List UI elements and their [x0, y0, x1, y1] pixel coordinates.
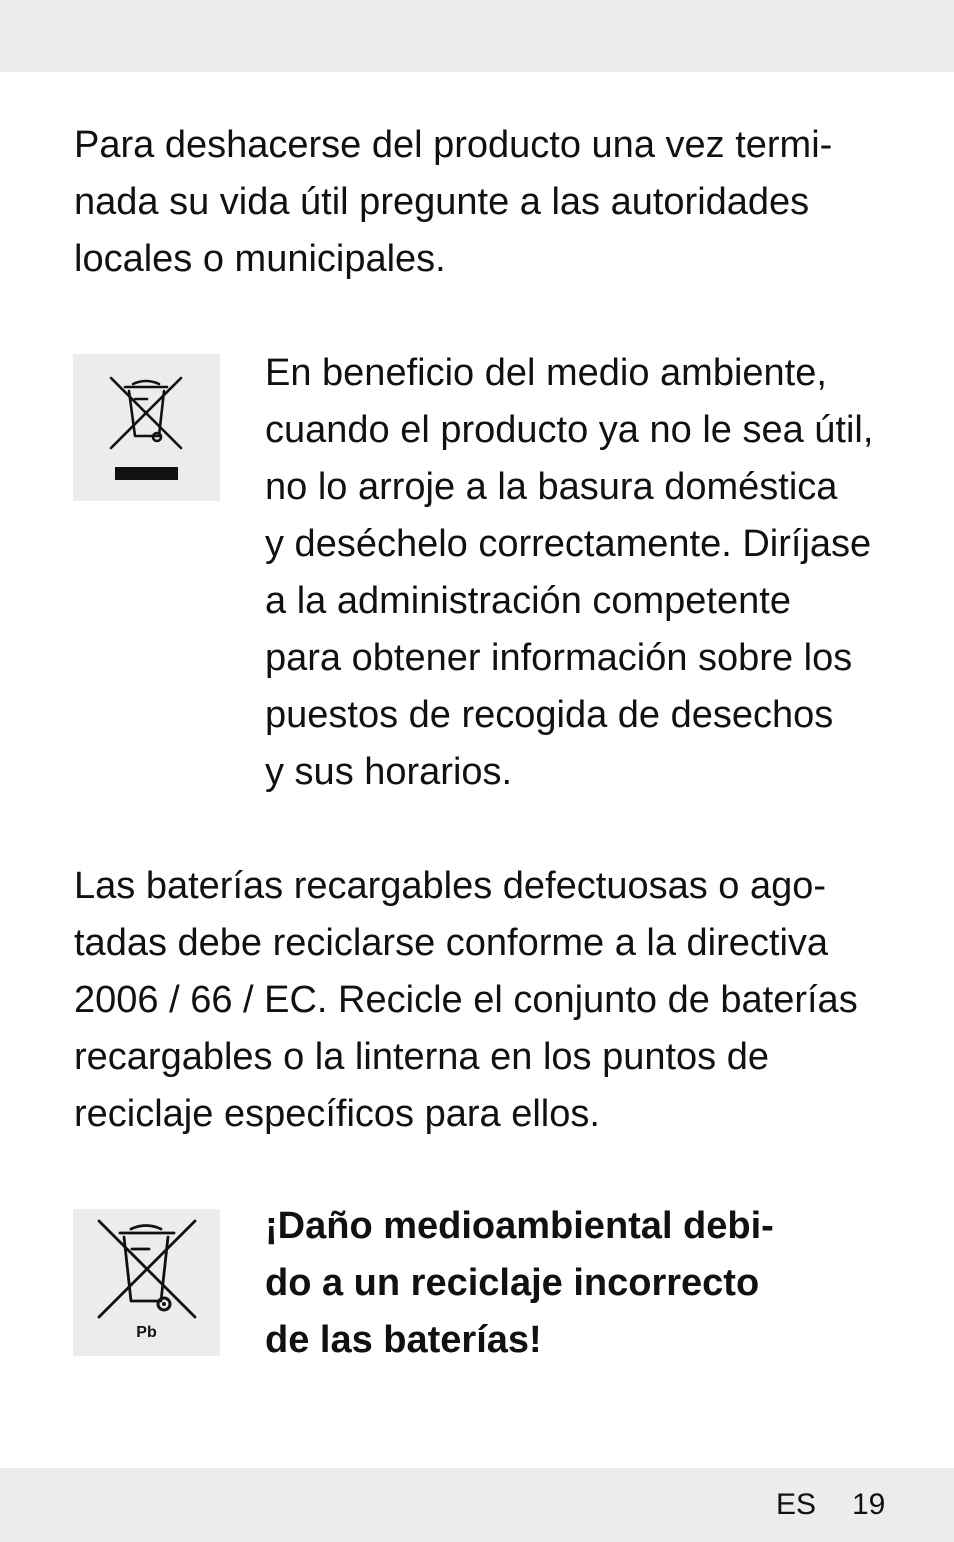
page-number: 19: [852, 1488, 886, 1521]
text-line: recargables o la linterna en los puntos de: [74, 1036, 770, 1078]
text-line: Para deshacerse del producto una vez termi-: [74, 124, 833, 166]
text-line: a la administración competente: [265, 580, 791, 622]
crossed-wheelie-bin-icon: [73, 354, 220, 501]
text-line: y deséchelo correctamente. Diríjase: [265, 523, 872, 565]
text-line: puestos de recogida de desechos: [265, 694, 834, 736]
text-line: de las baterías!: [265, 1319, 542, 1361]
text-line: nada su vida útil pregunte a las autoridades: [74, 181, 810, 223]
disposal-paragraph: [74, 117, 832, 288]
text-line: no lo arroje a la basura doméstica: [265, 466, 838, 508]
text-line: para obtener información sobre los: [265, 637, 853, 679]
top-band: [0, 0, 954, 72]
language-code: ES: [776, 1488, 817, 1521]
battery-warning-heading: [265, 1198, 774, 1369]
pb-label: Pb: [136, 1324, 157, 1341]
text-line: ¡Daño medioambiental debi-: [265, 1205, 774, 1247]
battery-disposal-symbol: [73, 1209, 220, 1356]
text-line: reciclaje específicos para ellos.: [74, 1093, 600, 1135]
text-line: 2006 / 66 / EC. Recicle el conjunto de baterías: [74, 979, 858, 1021]
text-line: cuando el producto ya no le sea útil,: [265, 409, 874, 451]
text-line: locales o municipales.: [74, 238, 446, 280]
text-line: En beneficio del medio ambiente,: [265, 352, 827, 394]
battery-recycling-paragraph: [74, 858, 858, 1143]
text-line: tadas debe reciclarse conforme a la directiva: [74, 922, 829, 964]
text-line: y sus horarios.: [265, 751, 513, 793]
weee-notice-text: [265, 345, 873, 801]
text-line: do a un reciclaje incorrecto: [265, 1262, 760, 1304]
weee-symbol: [73, 354, 220, 501]
text-line: Las baterías recargables defectuosas o ago-: [74, 865, 827, 907]
